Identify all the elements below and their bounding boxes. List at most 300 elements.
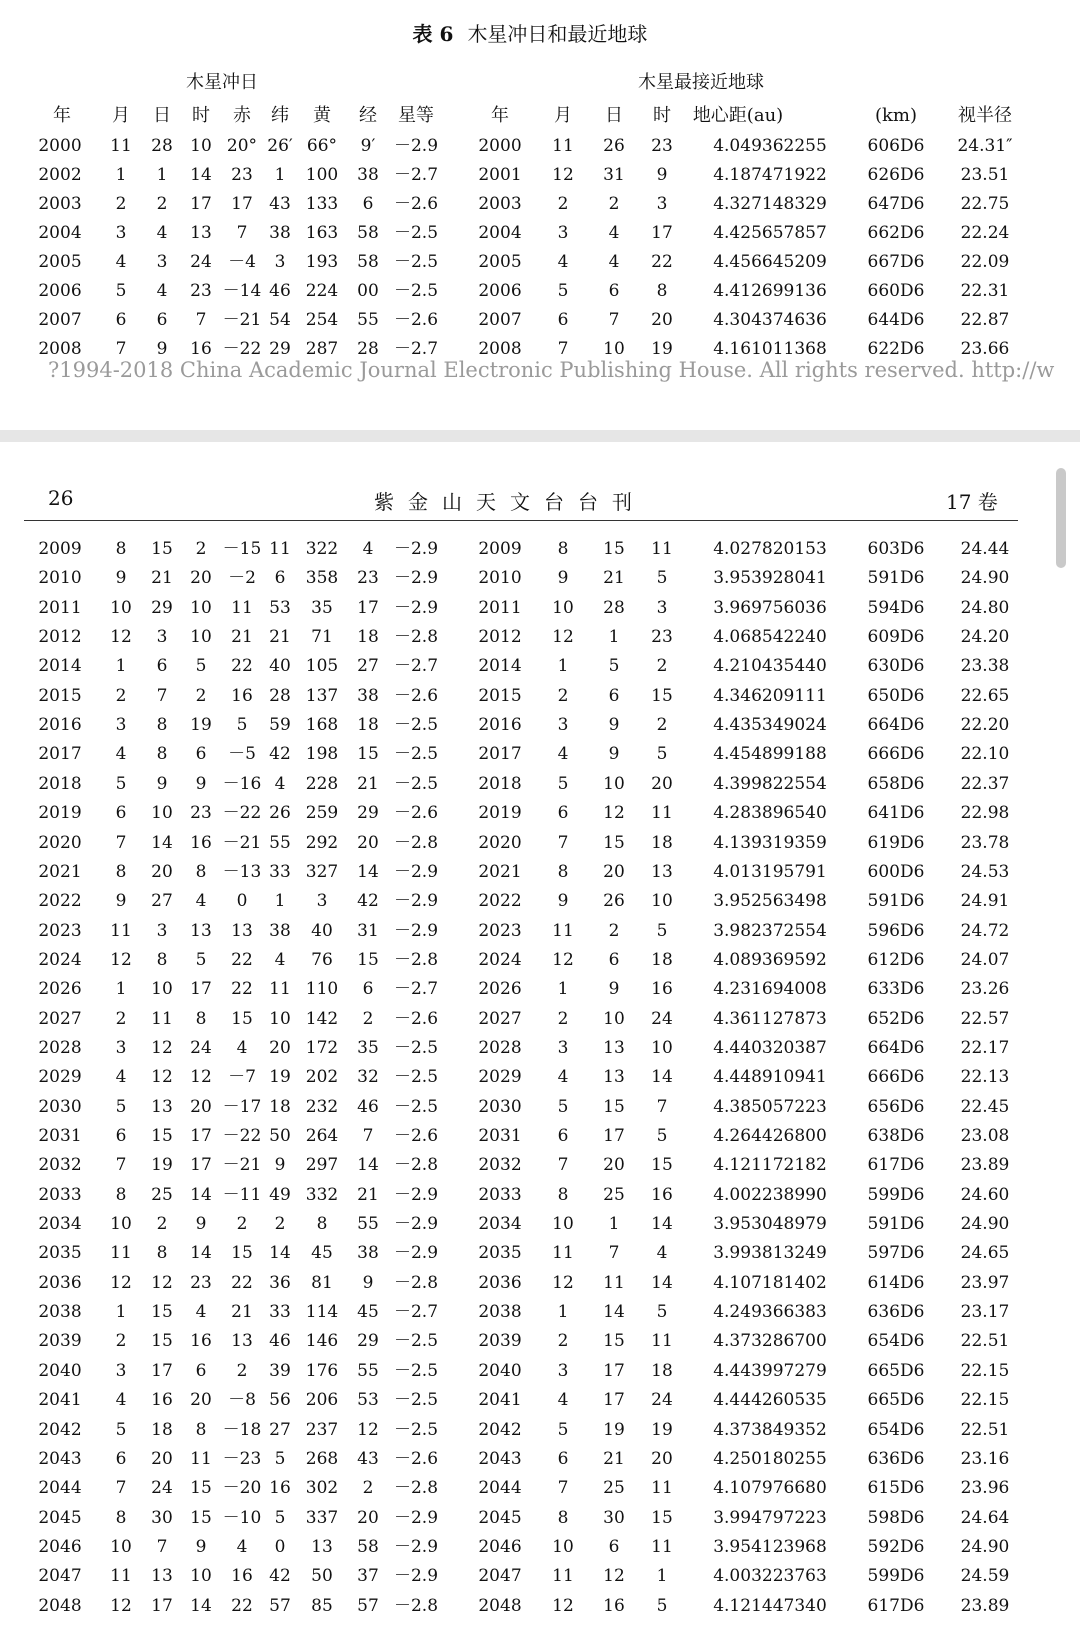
table-cell: 13 [151, 1096, 173, 1117]
table-cell: 24.44 [960, 539, 1010, 559]
table-cell: 7 [608, 1243, 620, 1264]
table-cell: 20 [151, 1448, 173, 1469]
table-cell: 2 [156, 1214, 168, 1235]
table-cell: 27 [269, 1419, 291, 1440]
column-header: 日 [605, 105, 623, 126]
table-cell: 2017 [478, 744, 522, 765]
table-cell: 2047 [38, 1566, 82, 1587]
table-cell: 4.013195791 [713, 861, 827, 882]
table-cell: 22.15 [960, 1360, 1010, 1381]
table-cell: 4 [274, 949, 286, 970]
table-cell: 10 [603, 339, 625, 359]
table-cell: －13 [222, 861, 262, 882]
table-cell: 2045 [38, 1507, 82, 1528]
table-cell: 664D6 [867, 715, 925, 736]
table-cell: 23.38 [960, 656, 1010, 677]
table-cell: －2.6 [393, 803, 439, 824]
table-cell: 7 [236, 223, 248, 243]
table-cell: 137 [305, 685, 339, 706]
table-cell: 2010 [478, 568, 522, 589]
table-cell: 13 [151, 1566, 173, 1587]
table-cell: 332 [305, 1184, 339, 1205]
table-cell: 2048 [478, 1595, 522, 1616]
table-cell: 2016 [38, 715, 82, 736]
table-cell: 24.31″ [957, 136, 1013, 156]
table-cell: 58 [357, 1536, 379, 1557]
table-cell: 7 [557, 832, 569, 853]
table-cell: 327 [305, 861, 339, 882]
table-cell: 9′ [360, 136, 376, 156]
table-cell: 17 [603, 1126, 625, 1146]
table-cell: 22 [231, 656, 253, 677]
column-header: 赤 [233, 105, 251, 126]
table-cell: 14 [603, 1302, 625, 1323]
table-cell: 2 [557, 1331, 569, 1352]
table-cell: 4 [156, 281, 168, 301]
table-cell: 9 [115, 891, 127, 912]
table-cell: 9 [115, 568, 127, 589]
table-cell: 3 [557, 1037, 569, 1058]
table-cell: 18 [357, 627, 379, 648]
table-cell: 614D6 [867, 1272, 925, 1293]
table-cell: 658D6 [867, 773, 925, 794]
table-cell: 2038 [38, 1302, 82, 1323]
table-cell: 617D6 [867, 1595, 925, 1616]
table-cell: 24 [151, 1478, 173, 1499]
table-cell: 11 [190, 1448, 212, 1469]
table-cell: 18 [651, 949, 673, 970]
table-cell: 2 [656, 715, 668, 736]
table-cell: 2046 [38, 1536, 82, 1557]
table-cell: 20 [651, 310, 673, 330]
table-cell: 2043 [38, 1448, 82, 1469]
table-cell: 4.346209111 [713, 685, 827, 706]
table-cell: 24 [190, 1037, 212, 1058]
table-cell: 4.412699136 [713, 281, 827, 301]
table-cell: 4 [156, 223, 168, 243]
table-cell: 2048 [38, 1595, 82, 1616]
table-cell: 14 [651, 1067, 673, 1088]
table-cell: 9 [608, 715, 620, 736]
table-cell: 4 [608, 223, 620, 243]
table-cell: 13 [190, 223, 212, 243]
table-cell: 146 [305, 1331, 339, 1352]
header-rule [24, 520, 1018, 521]
table-cell: 2006 [478, 281, 522, 301]
table-cell: 2008 [38, 339, 82, 359]
table-cell: 603D6 [867, 539, 925, 559]
table-cell: 11 [269, 539, 291, 559]
table-cell: 8 [195, 1008, 207, 1029]
table-cell: 37 [357, 1566, 379, 1587]
table-cell: 2028 [478, 1037, 522, 1058]
table-cell: 100 [305, 165, 339, 185]
table-cell: 12 [357, 1419, 379, 1440]
table-cell: 23.51 [960, 165, 1010, 185]
table-cell: 2026 [478, 979, 522, 1000]
table-cell: 12 [110, 949, 132, 970]
table-cell: －2.7 [393, 339, 439, 359]
table-cell: 58 [357, 252, 379, 272]
table-cell: 15 [603, 539, 625, 559]
table-cell: 4.443997279 [713, 1360, 827, 1381]
table-cell: 59 [269, 715, 291, 736]
table-cell: －21 [222, 1155, 262, 1176]
table-cell: 176 [305, 1360, 339, 1381]
table-cell: 268 [305, 1448, 339, 1469]
table-cell: 647D6 [867, 194, 925, 214]
table-cell: 2036 [478, 1272, 522, 1293]
table-cell: 30 [603, 1507, 625, 1528]
table-cell: 8 [656, 281, 668, 301]
table-cell: 4 [195, 1302, 207, 1323]
table-cell: 7 [115, 1155, 127, 1176]
table-cell: 1 [115, 1302, 127, 1323]
table-cell: 17 [190, 1126, 212, 1146]
table-cell: 626D6 [867, 165, 925, 185]
table-cell: －2.9 [393, 568, 439, 589]
table-cell: 24.59 [960, 1566, 1010, 1587]
table-cell: 4.361127873 [713, 1008, 827, 1029]
table-cell: 6 [608, 1536, 620, 1557]
table-cell: 16 [231, 1566, 253, 1587]
table-cell: 15 [190, 1478, 212, 1499]
table-cell: 22.17 [960, 1037, 1010, 1058]
table-cell: 10 [651, 1037, 673, 1058]
table-cell: 22 [231, 1272, 253, 1293]
table-cell: 18 [269, 1096, 291, 1117]
column-header: 月 [112, 105, 130, 126]
table-cell: 10 [110, 1536, 132, 1557]
table-cell: －2.9 [393, 1214, 439, 1235]
table-cell: 6 [156, 310, 168, 330]
table-cell: 38 [357, 685, 379, 706]
table-cell: 18 [651, 832, 673, 853]
table-cell: 4.231694008 [713, 979, 827, 1000]
table-cell: 22.57 [960, 1008, 1010, 1029]
table-cell: 58 [357, 223, 379, 243]
table-cell: 3 [115, 715, 127, 736]
table-cell: 7 [656, 1096, 668, 1117]
table-cell: 4.089369592 [713, 949, 827, 970]
table-cell: －2.5 [393, 1390, 439, 1411]
table-cell: 24 [190, 252, 212, 272]
table-cell: 4.121447340 [713, 1595, 827, 1616]
table-cell: 606D6 [867, 136, 925, 156]
table-cell: 27 [357, 656, 379, 677]
table-cell: －2.9 [393, 1184, 439, 1205]
table-cell: 20 [651, 773, 673, 794]
table-cell: 2 [115, 685, 127, 706]
table-cell: 2046 [478, 1536, 522, 1557]
table-cell: 4 [195, 891, 207, 912]
table-cell: 2035 [38, 1243, 82, 1264]
column-header: 日 [153, 105, 171, 126]
table-cell: 591D6 [867, 1214, 925, 1235]
table-cell: 28 [269, 685, 291, 706]
table-cell: －2.5 [393, 281, 439, 301]
table-cell: 1 [557, 656, 569, 677]
table-cell: 6 [557, 1126, 569, 1146]
page-upper [0, 0, 1080, 430]
table-cell: 15 [603, 1096, 625, 1117]
table-cell: 3.953048979 [713, 1214, 827, 1235]
table-cell: －2.9 [393, 891, 439, 912]
table-cell: －2.5 [393, 252, 439, 272]
table-cell: 2 [557, 1008, 569, 1029]
table-cell: 10 [190, 1566, 212, 1587]
table-cell: 23 [190, 803, 212, 824]
table-cell: 114 [305, 1302, 339, 1323]
table-cell: 2032 [38, 1155, 82, 1176]
table-cell: 22.31 [960, 281, 1010, 301]
table-cell: 4 [274, 773, 286, 794]
column-header: 黄 [313, 105, 331, 126]
table-cell: －2.9 [393, 1566, 439, 1587]
table-cell: 2021 [478, 861, 522, 882]
table-cell: 4.444260535 [713, 1390, 827, 1411]
table-cell: 3 [557, 1360, 569, 1381]
table-cell: 2029 [38, 1067, 82, 1088]
table-cell: 2044 [38, 1478, 82, 1499]
table-cell: 22.37 [960, 773, 1010, 794]
table-cell: 6 [608, 949, 620, 970]
table-cell: 4.139319359 [713, 832, 827, 853]
table-cell: 133 [305, 194, 339, 214]
table-cell: 23 [231, 165, 253, 185]
table-cell: 21 [151, 568, 173, 589]
table-cell: 193 [305, 252, 339, 272]
table-cell: 8 [557, 861, 569, 882]
table-cell: 596D6 [867, 920, 925, 941]
table-cell: 12 [552, 949, 574, 970]
table-cell: 4.264426800 [713, 1126, 827, 1146]
table-cell: 8 [156, 1243, 168, 1264]
table-cell: 23.17 [960, 1302, 1010, 1323]
table-cell: 7 [156, 685, 168, 706]
table-cell: 2 [608, 920, 620, 941]
table-cell: －2.6 [393, 194, 439, 214]
column-header: 年 [53, 105, 71, 126]
table-cell: 2004 [478, 223, 522, 243]
table-cell: 17 [651, 223, 673, 243]
table-cell: 1 [608, 627, 620, 648]
table-cell: 8 [316, 1214, 328, 1235]
table-cell: 3 [156, 627, 168, 648]
table-cell: 12 [151, 1067, 173, 1088]
table-cell: 5 [656, 1595, 668, 1616]
table-cell: 6 [557, 1448, 569, 1469]
table-cell: 15 [603, 832, 625, 853]
table-cell: 7 [115, 832, 127, 853]
table-cell: 23.66 [960, 339, 1010, 359]
table-cell: 2 [195, 539, 207, 559]
table-cell: 5 [608, 656, 620, 677]
table-cell: 24.20 [960, 627, 1010, 648]
table-cell: 4 [656, 1243, 668, 1264]
table-cell: 10 [190, 627, 212, 648]
column-header: 时 [192, 105, 210, 126]
table-cell: 15 [357, 744, 379, 765]
table-cell: 19 [269, 1067, 291, 1088]
table-cell: 53 [269, 597, 291, 618]
table-cell: 22.24 [960, 223, 1010, 243]
table-cell: 2014 [478, 656, 522, 677]
table-cell: 11 [603, 1272, 625, 1293]
table-cell: 13 [603, 1037, 625, 1058]
table-cell: －2.7 [393, 979, 439, 1000]
table-cell: 4.210435440 [713, 656, 827, 677]
table-cell: 21 [357, 1184, 379, 1205]
table-cell: 20 [603, 1155, 625, 1176]
table-cell: 2043 [478, 1448, 522, 1469]
table-cell: 4 [557, 252, 569, 272]
table-cell: 11 [651, 803, 673, 824]
table-cell: 24.65 [960, 1243, 1010, 1264]
table-cell: 43 [357, 1448, 379, 1469]
table-cell: 20° [226, 136, 258, 156]
table-cell: 2027 [478, 1008, 522, 1029]
table-cell: －2.9 [393, 920, 439, 941]
table-cell: 20 [190, 1096, 212, 1117]
table-cell: 38 [269, 223, 291, 243]
table-cell: 2016 [478, 715, 522, 736]
table-cell: 76 [311, 949, 333, 970]
table-cell: 11 [552, 1566, 574, 1587]
table-cell: 2003 [478, 194, 522, 214]
table-cell: 14 [151, 832, 173, 853]
table-cell: －2.8 [393, 1272, 439, 1293]
table-cell: 85 [311, 1595, 333, 1616]
table-cell: 4 [115, 1067, 127, 1088]
table-cell: 3 [656, 194, 668, 214]
table-cell: 8 [115, 1507, 127, 1528]
table-cell: 2012 [38, 627, 82, 648]
table-cell: 4.440320387 [713, 1037, 827, 1058]
table-cell: 2007 [478, 310, 522, 330]
table-cell: 00 [357, 281, 379, 301]
table-cell: 23.97 [960, 1272, 1010, 1293]
table-cell: 2002 [38, 165, 82, 185]
table-cell: 55 [357, 1360, 379, 1381]
table-cell: 302 [305, 1478, 339, 1499]
table-cell: 6 [608, 281, 620, 301]
column-header: 年 [491, 105, 509, 126]
table-cell: 4.187471922 [713, 165, 827, 185]
table-cell: 4.456645209 [713, 252, 827, 272]
table-cell: 17 [357, 597, 379, 618]
table-cell: 2023 [478, 920, 522, 941]
table-cell: 2034 [38, 1214, 82, 1235]
table-cell: 656D6 [867, 1096, 925, 1117]
table-cell: 20 [651, 1448, 673, 1469]
table-cell: 619D6 [867, 832, 925, 853]
table-cell: 22.09 [960, 252, 1010, 272]
table-cell: 6 [362, 194, 374, 214]
vertical-scrollbar-thumb[interactable] [1056, 468, 1066, 568]
table-cell: 46 [357, 1096, 379, 1117]
table-cell: 2022 [38, 891, 82, 912]
table-cell: 3.954123968 [713, 1536, 827, 1557]
table-cell: 21 [603, 1448, 625, 1469]
table-cell: 9 [195, 1536, 207, 1557]
table-cell: 8 [156, 715, 168, 736]
table-cell: 11 [110, 1566, 132, 1587]
table-cell: 4 [557, 1067, 569, 1088]
table-cell: 17 [190, 194, 212, 214]
table-cell: 16 [269, 1478, 291, 1499]
table-cell: 49 [269, 1184, 291, 1205]
table-cell: 662D6 [867, 223, 925, 243]
table-cell: 19 [651, 1419, 673, 1440]
table-cell: 2034 [478, 1214, 522, 1235]
table-cell: 636D6 [867, 1302, 925, 1323]
table-cell: 22.98 [960, 803, 1010, 824]
table-cell: 2 [115, 1008, 127, 1029]
table-cell: 7 [362, 1126, 374, 1146]
table-cell: 594D6 [867, 597, 925, 618]
table-cell: 10 [552, 597, 574, 618]
table-cell: 6 [557, 803, 569, 824]
table-cell: 29 [151, 597, 173, 618]
table-cell: 29 [357, 803, 379, 824]
column-header: (km) [874, 105, 918, 126]
table-cell: 592D6 [867, 1536, 925, 1557]
table-cell: 6 [195, 744, 207, 765]
table-cell: －2 [228, 568, 256, 589]
table-cell: 232 [305, 1096, 339, 1117]
table-cell: 26 [603, 136, 625, 156]
table-cell: 254 [305, 310, 339, 330]
table-cell: 15 [151, 1126, 173, 1146]
table-cell: 11 [651, 539, 673, 559]
table-cell: 2045 [478, 1507, 522, 1528]
table-cell: 54 [269, 310, 291, 330]
table-cell: 22.51 [960, 1419, 1010, 1440]
table-cell: 2022 [478, 891, 522, 912]
table-cell: －4 [228, 252, 256, 272]
table-cell: 6 [156, 656, 168, 677]
table-cell: 2026 [38, 979, 82, 1000]
table-cell: 591D6 [867, 891, 925, 912]
table-cell: －5 [228, 744, 256, 765]
table-cell: －2.9 [393, 1536, 439, 1557]
table-cell: －7 [228, 1067, 256, 1088]
table-cell: 24.53 [960, 861, 1010, 882]
table-cell: 2005 [38, 252, 82, 272]
table-cell: 24.91 [960, 891, 1010, 912]
table-cell: 4.161011368 [713, 339, 827, 359]
table-cell: 22 [651, 252, 673, 272]
table-cell: 24.90 [960, 568, 1010, 589]
table-cell: 12 [603, 803, 625, 824]
table-cell: 13 [311, 1536, 333, 1557]
table-cell: 2 [236, 1214, 248, 1235]
table-cell: －2.6 [393, 310, 439, 330]
table-cell: 337 [305, 1507, 339, 1528]
table-cell: 8 [557, 1507, 569, 1528]
table-cell: 13 [190, 920, 212, 941]
table-cell: 10 [190, 136, 212, 156]
table-cell: 5 [656, 1302, 668, 1323]
table-cell: 2042 [478, 1419, 522, 1440]
table-cell: 7 [115, 1478, 127, 1499]
table-cell: 24.64 [960, 1507, 1010, 1528]
table-cell: －22 [222, 803, 262, 824]
table-cell: 2020 [478, 832, 522, 853]
table-cell: 24.90 [960, 1536, 1010, 1557]
page-separator [0, 430, 1080, 442]
